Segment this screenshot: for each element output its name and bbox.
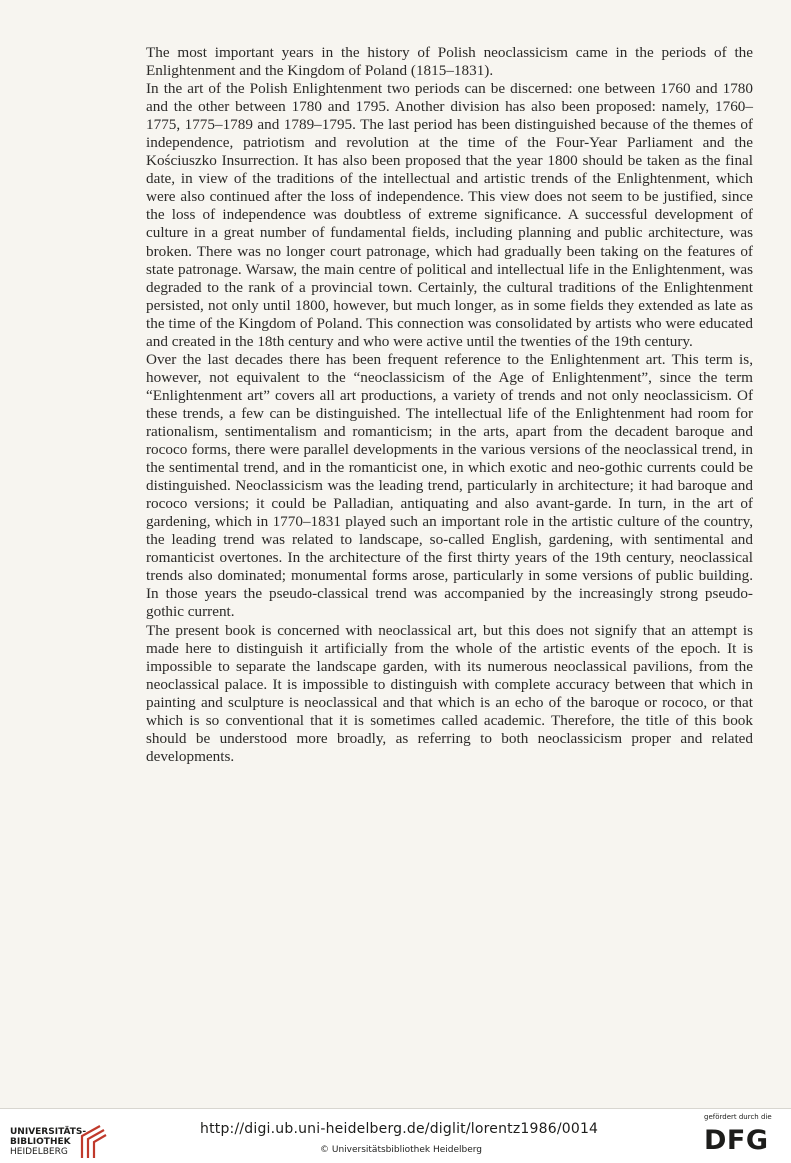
permalink-url[interactable]: http://digi.ub.uni-heidelberg.de/diglit/lorentz1986/0014 — [200, 1121, 599, 1137]
library-logo-line-3: HEIDELBERG — [10, 1147, 68, 1157]
library-emblem-icon — [78, 1122, 108, 1160]
paragraph-4: The present book is concerned with neoclassical art, but this does not signify that an attempt is made here to distinguish it artificially from the whole of the artistic events of the epoch. It is impossible to separate the landscape garden, with its numerous neoclassical pavilions, from the neoclassical palace. It is impossible to distinguish with complete accuracy between that which in painting and sculpture is neoclassical and that which is an echo of the baroque or rococo, or that which is so conventional that it is sometimes called academic. Therefore, the title of this book should be understood more broadly, as referring to both neoclassicism proper and related developments. — [146, 621, 753, 765]
library-logo[interactable] — [10, 1127, 86, 1157]
library-logo-line-2: BIBLIOTHEK — [10, 1137, 71, 1147]
viewer-footer — [0, 1108, 791, 1163]
paragraph-2: In the art of the Polish Enlightenment two periods can be discerned: one between 1760 and 1780 and the other between 1780 and 1795. Another division has also been proposed: namely, 1760–1775, 1775–1789 and 1789–1795. The last period has been distinguished because of the themes of independence, patriotism and revolution at the time of the Four-Year Parliament and the Kościuszko Insurrection. It has also been proposed that the year 1800 should be taken as the final date, in view of the traditions of the intellectual and artistic trends of the Enlightenment, which were also continued after the loss of independence. This view does not seem to be justified, since the loss of independence was doubtless of extreme significance. A successful development of culture in a great number of fundamental fields, including planning and public architecture, was broken. There was no longer court patronage, which had gradually been taking on the features of state patronage. Warsaw, the main centre of political and intellectual life in the Enlightenment, was degraded to the rank of a provincial town. Certainly, the cultural traditions of the Enlightenment persisted, not only until 1800, however, but much longer, as in some fields they extended as late as the time of the Kingdom of Poland. This connection was consolidated by artists who were educated and created in the 18th century and who were active until the twenties of the 19th century. — [146, 80, 753, 350]
body-text — [146, 44, 753, 766]
funder-caption: gefördert durch die — [704, 1113, 772, 1121]
paragraph-3: Over the last decades there has been frequent reference to the Enlightenment art. This term is, however, not equivalent to the “neoclassicism of the Age of Enlightenment”, since the term “Enlightenment art” covers all art productions, a variety of trends and not only neoclassicism. Of these trends, a few can be distinguished. The intellectual life of the Enlightenment had room for rationalism, sentimentalism and romanticism; in the arts, apart from the decadent baroque and rococo forms, there were parallel developments in the various versions of the neoclassical trend, in the sentimental trend, and in the romanticist one, in which exotic and neo-gothic currents could be distinguished. Neoclassicism was the leading trend, particularly in architecture; it had baroque and rococo versions; it could be Palladian, antiquating and also avant-garde. In turn, in the art of gardening, which in 1770–1831 played such an important role in the artistic culture of the country, the leading trend was related to landscape, so-called English, gardening, with sentimental and romanticist overtones. In the architecture of the first thirty years of the 19th century, neoclassical trends also dominated; monumental forms arose, particularly in some versions of public building. In those years the pseudo-classical trend was accompanied by the increasingly strong pseudo-gothic current. — [146, 350, 753, 621]
copyright-notice: © Universitätsbibliothek Heidelberg — [320, 1145, 483, 1155]
paragraph-1: The most important years in the history of Polish neoclassicism came in the periods of the Enlightenment and the Kingdom of Poland (1815–1831). — [146, 44, 753, 80]
library-logo-line-1: UNIVERSITÄTS- — [10, 1127, 87, 1137]
dfg-logo[interactable]: DFG — [704, 1125, 769, 1156]
